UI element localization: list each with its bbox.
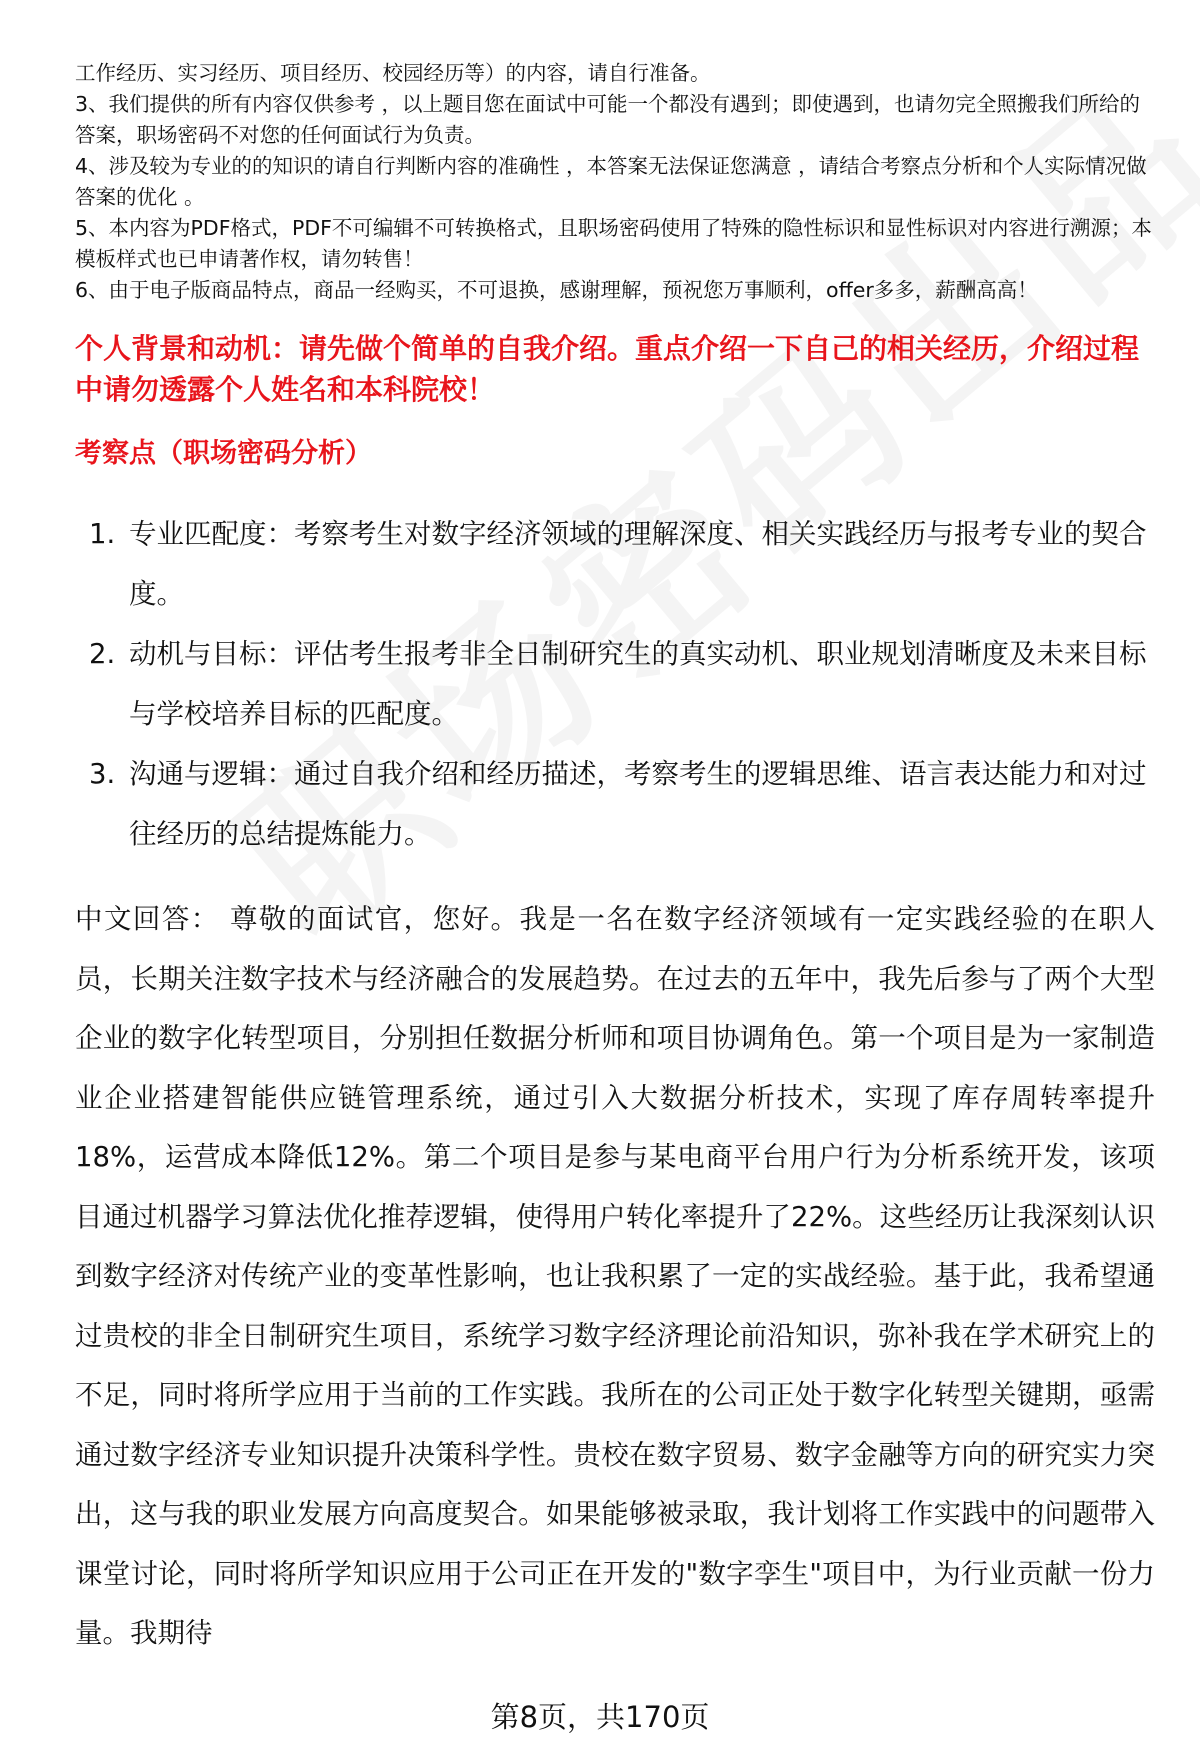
notes-section bbox=[75, 58, 1155, 306]
point-text: 沟通与逻辑：通过自我介绍和经历描述，考察考生的逻辑思维、语言表达能力和对过往经历的总结提炼能力。 bbox=[129, 758, 1147, 850]
note-line: 工作经历、实习经历、项目经历、校园经历等）的内容，请自行准备。 bbox=[75, 61, 711, 85]
document-page bbox=[75, 58, 1155, 1664]
note-line: 6、由于电子版商品特点，商品一经购买，不可退换，感谢理解，预祝您万事顺利，offer多多，薪酬高高！ bbox=[75, 278, 1038, 302]
analysis-points bbox=[75, 504, 1155, 864]
point-number: 1. bbox=[89, 518, 116, 550]
question-heading: 个人背景和动机：请先做个简单的自我介绍。重点介绍一下自己的相关经历，介绍过程中请勿透露个人姓名和本科院校！ bbox=[75, 332, 1140, 406]
point-text: 专业匹配度：考察考生对数字经济领域的理解深度、相关实践经历与报考专业的契合度。 bbox=[129, 518, 1147, 610]
point-number: 3. bbox=[89, 758, 116, 790]
analysis-point bbox=[75, 504, 1155, 624]
analysis-point bbox=[75, 744, 1155, 864]
analysis-point bbox=[75, 624, 1155, 744]
note-line: 4、涉及较为专业的的知识的请自行判断内容的准确性 ，本答案无法保证您满意 ，请结合考察点分析和个人实际情况做答案的优化 。 bbox=[75, 154, 1147, 209]
point-number: 2. bbox=[89, 638, 116, 670]
page-number: 第8页，共170页 bbox=[490, 1700, 710, 1734]
analysis-heading: 考察点（职场密码分析） bbox=[75, 438, 372, 469]
note-line: 5、本内容为PDF格式，PDF不可编辑不可转换格式，且职场密码使用了特殊的隐性标识和显性标识对内容进行溯源；本模板样式也已申请著作权，请勿转售！ bbox=[75, 216, 1152, 271]
answer-paragraph: 中文回答： 尊敬的面试官，您好。我是一名在数字经济领域有一定实践经验的在职人员，长期关注数字技术与经济融合的发展趋势。在过去的五年中，我先后参与了两个大型企业的数字化转型项目，分别担任数据分析师和项目协调角色。第一个项目是为一家制造业企业搭建智能供应链管理系统，通过引入大数据分析技术，实现了库存周转率提升18%，运营成本降低12%。第二个项目是参与某电商平台用户行为分析系统开发，该项目通过机器学习算法优化推荐逻辑，使得用户转化率提升了22%。这些经历让我深刻认识到数字经济对传统产业的变革性影响，也让我积累了一定的实战经验。基于此，我希望通过贵校的非全日制研究生项目，系统学习数字经济理论前沿知识，弥补我在学术研究上的不足，同时将所学应用于当前的工作实践。我所在的公司正处于数字化转型关键期，亟需通过数字经济专业知识提升决策科学性。贵校在数字贸易、数字金融等方向的研究实力突出，这与我的职业发展方向高度契合。如果能够被录取，我计划将工作实践中的问题带入课堂讨论，同时将所学知识应用于公司正在开发的"数字孪生"项目中，为行业贡献一份力量。我期待 bbox=[75, 903, 1155, 1649]
point-text: 动机与目标：评估考生报考非全日制研究生的真实动机、职业规划清晰度及未来目标与学校培养目标的匹配度。 bbox=[129, 638, 1147, 730]
note-line: 3、我们提供的所有内容仅供参考 ，以上题目您在面试中可能一个都没有遇到；即使遇到，也请勿完全照搬我们所给的答案，职场密码不对您的任何面试行为负责。 bbox=[75, 92, 1141, 147]
